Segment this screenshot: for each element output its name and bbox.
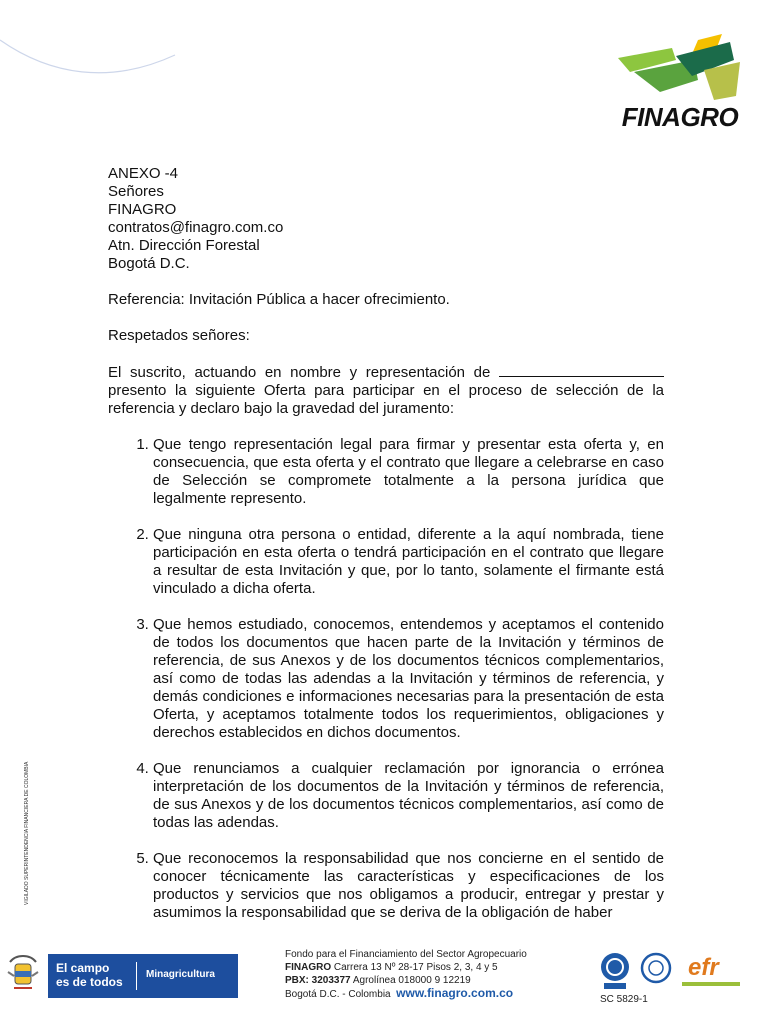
- banner-slogan-line1: El campo: [56, 961, 110, 975]
- recipient-salutation-line: Señores: [108, 183, 164, 200]
- declaration-list: [108, 436, 664, 922]
- recipient-attention: Atn. Dirección Forestal: [108, 237, 260, 254]
- footer-street: Carrera 13 Nº 28-17 Pisos 2, 3, 4 y 5: [333, 962, 498, 973]
- footer-agroline: Agrolínea 018000 9 12219: [352, 975, 471, 986]
- letter-body: [108, 165, 664, 940]
- footer-city-line: [285, 987, 527, 1001]
- campo-banner: [48, 954, 238, 998]
- icontec-cert-icon: [598, 952, 632, 992]
- page-footer: [0, 938, 770, 1024]
- footer-fund-name: Fondo para el Financiamiento del Sector Agropecuario: [285, 949, 527, 960]
- efr-cert-logo: [680, 952, 742, 996]
- vigilado-side-text: VIGILADO SUPERINTENDENCIA FINANCIERA DE COLOMBIA: [24, 761, 30, 905]
- intro-paragraph: [108, 363, 664, 418]
- banner-divider: [136, 962, 137, 990]
- footer-address: [285, 948, 527, 1001]
- footer-city: Bogotá D.C. - Colombia: [285, 989, 391, 1000]
- finagro-logo: [610, 20, 750, 130]
- recipient-organization: FINAGRO: [108, 201, 177, 218]
- declaration-item: 2. Que ninguna otra persona o entidad, diferente a la aquí nombrada, tiene participación en esta oferta o tendrá participación en el contrato que llegare a resultar de esta Invitación y que, por lo tanto, solamente el firmante está vinculado a dicha oferta.: [153, 526, 664, 598]
- finagro-wordmark: FINAGRO: [621, 102, 739, 132]
- certification-code: SC 5829-1: [600, 994, 648, 1005]
- footer-pbx: PBX: 3203377: [285, 975, 351, 986]
- salutation: Respetados señores:: [108, 327, 250, 344]
- reference-line: Referencia: Invitación Pública a hacer ofrecimiento.: [108, 291, 450, 308]
- coat-of-arms-icon: [4, 952, 42, 996]
- decorative-corner-curve: [0, 0, 180, 90]
- efr-underline: [682, 982, 740, 986]
- finagro-logo-mark-icon: [610, 20, 750, 102]
- declaration-item: 4. Que renunciamos a cualquier reclamación por ignorancia o errónea interpretación de los documentos de la Invitación y términos de referencia, de sus Anexos y de los documentos técnicos complementarios, así como de todas las adendas.: [153, 760, 664, 832]
- address-block: [108, 165, 664, 273]
- declaration-item: 1. Que tengo representación legal para firmar y presentar esta oferta y, en consecuencia, que esta oferta y el contrato que llegare a celebrarse en caso de Selección se compromete totalmente a la persona jurídica que legalmente represento.: [153, 436, 664, 508]
- recipient-email: contratos@finagro.com.co: [108, 219, 284, 236]
- recipient-city: Bogotá D.C.: [108, 255, 190, 272]
- annex-title: ANEXO -4: [108, 165, 179, 182]
- intro-text-end: presento la siguiente Oferta para participar en el proceso de selección de la referencia y declaro bajo la gravedad del juramento:: [108, 382, 664, 417]
- footer-website-link[interactable]: www.finagro.com.co: [396, 986, 514, 1000]
- declaration-item: 3. Que hemos estudiado, conocemos, entendemos y aceptamos el contenido de todos los documentos que hacen parte de la Invitación y términos de referencia, de sus Anexos y de los documentos técnicos complementarios, así como de todas las adendas a la Invitación y términos de referencia, y demás condiciones e informaciones necesarias para la presentación de esta Oferta, y aceptamos totalmente todos los requerimientos, obligaciones y derechos establecidos en dichos documentos.: [153, 616, 664, 742]
- banner-slogan-line2: es de todos: [56, 975, 123, 989]
- iqnet-cert-icon: [640, 952, 672, 984]
- footer-org-name: FINAGRO: [285, 962, 332, 973]
- banner-ministry: Minagricultura: [146, 969, 215, 980]
- representation-blank-line: [499, 363, 664, 377]
- banner-slogan: [56, 961, 123, 989]
- intro-text-start: El suscrito, actuando en nombre y representación de: [108, 364, 491, 381]
- footer-address-line: [285, 961, 527, 974]
- efr-wordmark: efr: [688, 954, 719, 981]
- declaration-item: 5. Que reconocemos la responsabilidad que nos concierne en el sentido de conocer técnicamente las características y especificaciones de los productos y servicios que nos obligamos a producir, entregar y prestar y asumimos la responsabilidad que se deriva de la obligación de haber: [153, 850, 664, 922]
